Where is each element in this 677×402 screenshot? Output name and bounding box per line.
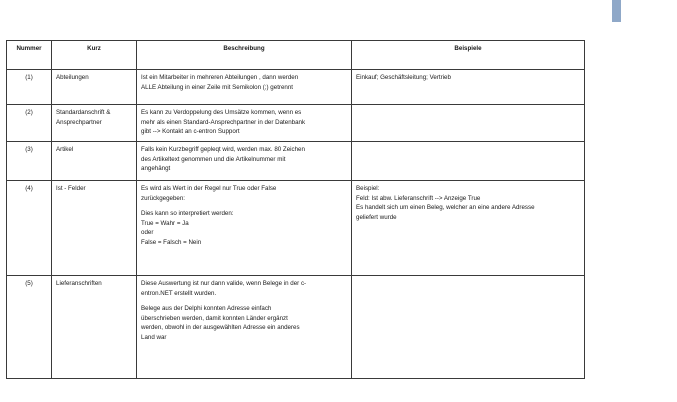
cell-nummer: (1) [7, 70, 52, 105]
column-header-nummer: Nummer [7, 41, 52, 70]
field-description-table [6, 40, 585, 379]
table-row [7, 276, 585, 379]
column-header-beschreibung: Beschreibung [137, 41, 352, 70]
cell-beispiele [352, 105, 585, 142]
table-row [7, 105, 585, 142]
cell-beschreibung: Diese Auswertung ist nur dann valide, wenn Belege in der c- entron.NET erstellt wurden. Belege aus der Delphi konnten Adresse einfach überschrieben werden, damit konnten Länder ergänzt werden, obwohl in der ausgewählten Adresse ein anderes Land war [137, 276, 352, 379]
cell-kurz: Artikel [52, 142, 137, 181]
cell-beschreibung: Falls kein Kurzbegriff gepleqt wird, werden max. 80 Zeichen des Artikeltext genommen und die Artikelnummer mit angehängt [137, 142, 352, 181]
cell-kurz: Standardanschrift & Ansprechpartner [52, 105, 137, 142]
cell-kurz: Lieferanschriften [52, 276, 137, 379]
cell-nummer: (5) [7, 276, 52, 379]
table-row [7, 142, 585, 181]
column-header-kurz: Kurz [52, 41, 137, 70]
table-body [7, 70, 585, 379]
cell-beispiele [352, 142, 585, 181]
cell-nummer: (4) [7, 181, 52, 276]
cell-beispiele [352, 276, 585, 379]
cell-beschreibung: Ist ein Mitarbeiter in mehreren Abteilungen , dann werden ALLE Abteilung in einer Zeile mit Semikolon (;) getrennt [137, 70, 352, 105]
cell-kurz: Abteilungen [52, 70, 137, 105]
table-row [7, 181, 585, 276]
cell-nummer: (2) [7, 105, 52, 142]
cell-beschreibung: Es kann zu Verdoppelung des Umsätze kommen, wenn es mehr als einen Standard-Ansprechpartner in der Datenbank gibt --> Kontakt an c-entron Support [137, 105, 352, 142]
column-header-beispiele: Beispiele [352, 41, 585, 70]
table-header-row [7, 41, 585, 70]
cell-nummer: (3) [7, 142, 52, 181]
cell-beispiele: Beispiel: Feld: Ist abw. Lieferanschrift --> Anzeige True Es handelt sich um einen Beleg, welcher an eine andere Adresse geliefert wurde [352, 181, 585, 276]
cell-beispiele: Einkauf; Geschäftsleitung; Vertrieb [352, 70, 585, 105]
cell-kurz: Ist - Felder [52, 181, 137, 276]
table-row [7, 70, 585, 105]
scroll-marker [612, 0, 621, 22]
cell-beschreibung: Es wird als Wert in der Regel nur True oder False zurückgegeben: Dies kann so interpretiert werden: True = Wahr = Ja oder False = Falsch = Nein [137, 181, 352, 276]
